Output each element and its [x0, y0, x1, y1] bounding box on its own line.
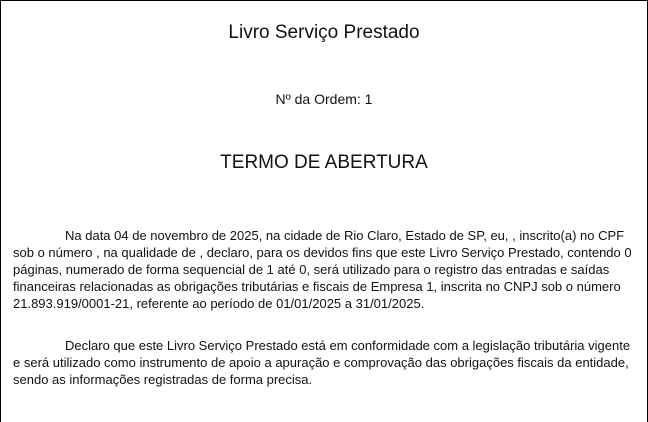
order-number: Nº da Ordem: 1	[275, 91, 373, 107]
section-heading: TERMO DE ABERTURA	[220, 152, 428, 173]
document-title: Livro Serviço Prestado	[228, 22, 420, 43]
opening-paragraph: Na data 04 de novembro de 2025, na cidade de Rio Claro, Estado de SP, eu, , inscrito(a) no CPF sob o número , na qualidade de , declaro, para os devidos fins que este Livro Serviço Prestado, contendo 0 páginas, numerado de forma sequencial de 1 até 0, será utilizado para o registro das entradas e saídas financeiras relacionadas as obrigações tributárias e fiscais de Empresa 1, inscrita no CNPJ sob o número 21.893.919/0001-21, referente ao período de 01/01/2025 a 31/01/2025.	[13, 228, 632, 311]
declaration-paragraph: Declaro que este Livro Serviço Prestado está em conformidade com a legislação tributária vigente e será utilizado como instrumento de apoio a apuração e comprovação das obrigações fiscais da entidade, sendo as informações registradas de forma precisa.	[13, 338, 631, 387]
